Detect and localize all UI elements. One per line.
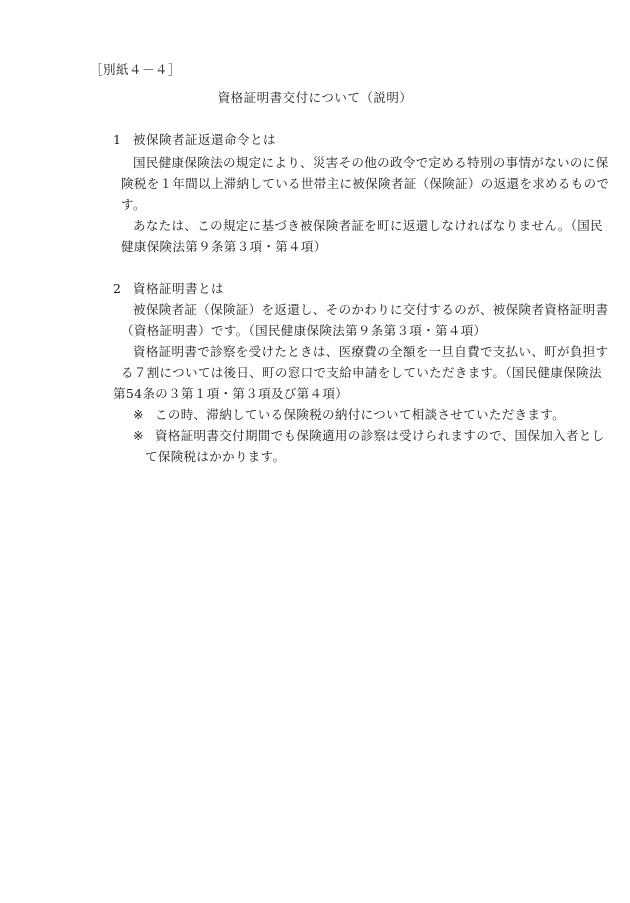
paragraph-line: 資格証明書で診察を受けたときは、医療費の全額を一旦自費で支払い、町が負担す: [133, 344, 609, 359]
note-item: [133, 426, 605, 444]
document-title: 資格証明書交付について（説明）: [217, 90, 413, 105]
section-heading-text: 被保険者証返還命令とは: [133, 132, 277, 147]
section-1-heading: [113, 130, 276, 148]
paragraph-line: る７割については後日、町の窓口で支給申請をしていただきます。（国民健康保険法: [121, 365, 602, 380]
paragraph-line: す。: [121, 197, 146, 212]
paragraph-line: （資格証明書）です。（国民健康保険法第９条第３項・第４項）: [121, 323, 487, 338]
reference-mark-icon: ※: [133, 407, 144, 422]
paragraph-line: あなたは、この規定に基づき被保険者証を町に返還しなければなりません。（国民: [133, 218, 603, 233]
paragraph-line: 被保険者証（保険証）を返還し、そのかわりに交付するのが、被保険者資格証明書: [133, 302, 609, 317]
section-2-heading: [113, 279, 224, 297]
note-item: [133, 405, 565, 423]
note-text: 資格証明書交付期間でも保険適用の診察は受けられますので、国保加入者とし: [155, 428, 605, 443]
paragraph-line: 第54条の３第１項・第３項及び第４項）: [113, 386, 349, 401]
paragraph-line: 険税を１年間以上滞納している世帯主に被保険者証（保険証）の返還を求めるもので: [121, 176, 610, 191]
section-heading-text: 資格証明書とは: [133, 281, 225, 296]
note-text: この時、滞納している保険税の納付について相談させていただきます。: [155, 407, 565, 422]
paragraph-line: 国民健康保険法の規定により、災害その他の政令で定める特別の事情がないのに保: [133, 155, 609, 170]
document-label: ［別紙４－４］: [90, 62, 182, 77]
reference-mark-icon: ※: [133, 428, 144, 443]
note-continuation: て保険税はかかります。: [145, 449, 286, 464]
section-number: 1: [113, 132, 122, 147]
paragraph-line: 健康保険法第９条第３項・第４項）: [121, 239, 327, 254]
section-number: 2: [113, 281, 122, 296]
